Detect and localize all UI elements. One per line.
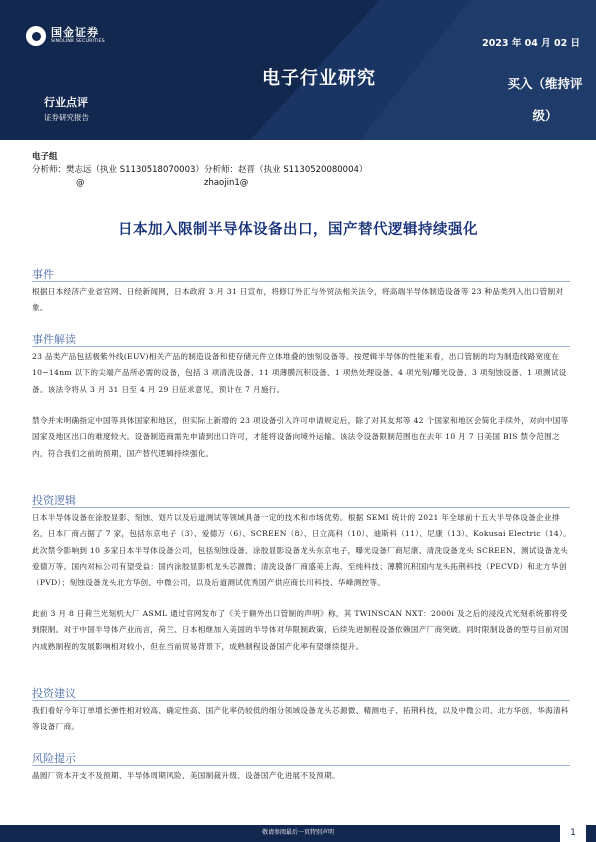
headline: 日本加入限制半导体设备出口，国产替代逻辑持续强化: [118, 222, 478, 238]
analyst-1: 分析师：樊志远（执业 S1130518070003）: [32, 165, 204, 175]
rating-label: 买入（维持评级）: [507, 76, 583, 123]
section-divider: [32, 765, 570, 766]
logo-mark-icon: [26, 26, 46, 46]
logic-paragraph-2: 此前 3 月 8 日荷兰光刻机大厂 ASML 通过官网发布了《关于额外出口管制的声明》称，其 TWINSCAN NXT：2000i 及之后的浸没式光刻系统都将受到限制。对于中国半导体产业而言，荷兰、日本相继加入美国的半导体对华限制政策，后续先进制程设备依赖国产厂商突破。同时限制设备的型号目前对国内成熟制程的发展影响相对较小，但在当前贸易背景下，成熟制程设备国产化率有望继续提升。: [32, 609, 569, 651]
risk-paragraph: 晶圆厂资本开支不及预期、半导体周期风险、美国制裁升级、设备国产化进展不及预期。: [32, 771, 340, 780]
company-logo: [26, 26, 105, 46]
analyst-group: 电子组: [32, 152, 58, 162]
interpretation-paragraph-1: 23 品类产品包括极紫外线(EUV)相关产品的制造设备和使存储元件立体堆叠的蚀刻设备等。按逻辑半导体的性能来看，出口管制的均为制造线路宽度在 10~14nm 以下的尖端产品所必需的设备，包括 3 项清洗设备、11 项薄膜沉积设备、1 项热处理设备、4 项光刻/曝光设备、3 项刻蚀设备、1 项测试设备。该法令将从 3 月 31 日至 4 月 29 日征求意见，预计在 7 月施行。: [32, 352, 567, 394]
report-type: 行业点评: [44, 96, 88, 109]
section-title-advice: 投资建议: [32, 687, 76, 700]
footer-disclaimer[interactable]: 敬请参阅最后一页特别声明: [261, 829, 334, 836]
section-divider: [32, 507, 570, 508]
section-title-risk: 风险提示: [32, 752, 76, 765]
page-number: 1: [560, 825, 586, 842]
report-date: 2023 年 04 月 02 日: [482, 38, 580, 49]
report-subtype: 证券研究报告: [44, 113, 89, 122]
analyst-2-email[interactable]: zhaojin1@: [204, 178, 249, 188]
header-banner: [0, 0, 596, 140]
report-title: 电子行业研究: [262, 68, 376, 89]
section-title-logic: 投资逻辑: [32, 494, 76, 507]
analyst-2: 分析师：赵晋（执业 S1130520080004）: [204, 165, 368, 175]
section-divider: [32, 346, 570, 347]
event-paragraph: 根据日本经济产业省官网、日经新闻网，日本政府 3 月 31 日宣布，将修订外汇与外贸法相关法令，将高端半导体制造设备等 23 种品类列入出口管制对象。: [32, 287, 564, 313]
analyst-block: [32, 151, 367, 190]
logic-paragraph-1: 日本半导体设备在涂胶显影、刻蚀、划片以及后道测试等领域具备一定的技术和市场优势。根据 SEMI 统计的 2021 年全球前十五大半导体设备企业排名，日本厂商占据了 7 家，包括东京电子（3）、爱德万（6）、SCREEN（8）、日立高科（10）、迪斯科（11）、尼康（13）、Kokusai Electric（14）。此次禁令影响到 10 多家日本半导体设备公司，包括刻蚀设备、涂胶显影设备龙头东京电子，曝光设备厂商尼康、清洗设备龙头 SCREEN、测试设备龙头爱德万等。国内对标公司有望受益：国内涂胶显影机龙头芯源微；清洗设备厂商盛美上海、至纯科技；薄膜沉积国内龙头拓荆科技（PECVD）和北方华创（PVD）；刻蚀设备龙头北方华创、中微公司，以及后道测试优秀国产供应商长川科技、华峰测控等。: [32, 513, 572, 588]
advice-paragraph: 我们看好今年订单增长弹性相对较高、确定性高、国产化率仍较低的细分领域设备龙头芯源微、精测电子、拓荆科技，以及中微公司、北方华创、华海清科等设备厂商。: [32, 706, 569, 732]
section-title-event: 事件: [32, 268, 54, 281]
interpretation-paragraph-2: 禁令并未明确指定中国等具体国家和地区，但实际上新增的 23 项设备引入许可申请规定后，除了对其友邦等 42 个国家和地区会简化手续外，对向中国等国家及地区出口的难度较大。设备制造商需先申请到出口许可，才能将设备向境外运输。该法令设备限制范围也在去年 10 月 7 日美国 BIS 禁令范围之内，符合我们之前的预期，国产替代逻辑持续强化。: [32, 416, 569, 458]
logo-en: SINOLINK SECURITIES: [51, 39, 105, 44]
logo-cn: 国金证券: [51, 26, 99, 39]
analyst-1-email[interactable]: @: [76, 178, 85, 188]
section-divider: [32, 281, 570, 282]
section-divider: [32, 700, 570, 701]
section-title-interpretation: 事件解读: [32, 333, 76, 346]
